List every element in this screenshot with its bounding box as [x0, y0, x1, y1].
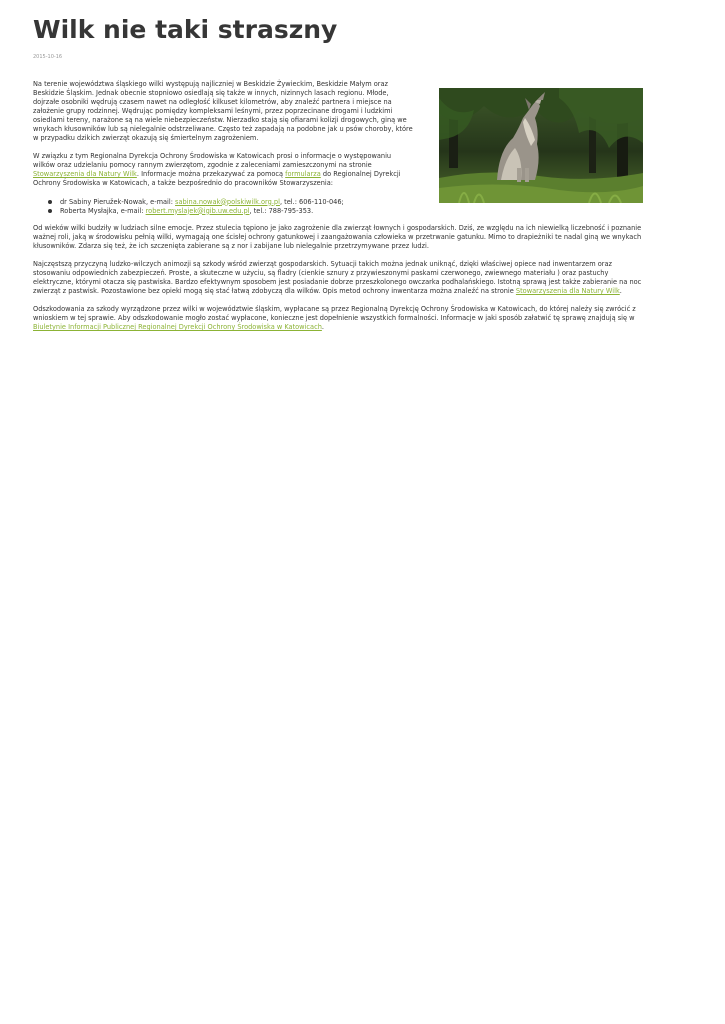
paragraph-request-text-2: . Informacje można przekazywać za pomocą — [136, 170, 286, 179]
article-body — [33, 80, 643, 341]
publish-date: 2015-10-16 — [33, 54, 63, 60]
link-formularz[interactable]: formularza — [285, 170, 321, 179]
wolf-howling-photo-icon — [439, 88, 643, 203]
contact-phone: , tel.: 606-110-046; — [279, 197, 344, 206]
contact-name: Roberta Mysłajka, e-mail: — [60, 206, 146, 215]
paragraph-compensation-text: Odszkodowania za szkody wyrządzone przez wilki w województwie śląskim, wypłacane są przez Regionalną Dyrekcję Ochrony Środowiska w Katowicach, do której należy się zwrócić z wnioskiem w tej sprawie. Aby odszkodowanie mogło zostać wypłacone, konieczne jest dopełnienie wszystkich formalności. Informacje w jaki sposób załatwić tę sprawę znajdują się w — [33, 304, 636, 322]
paragraph-protection-text: Najczęstszą przyczyną ludzko-wilczych animozji są szkody wśród zwierząt gospodarskich. Sytuacji takich można jednak uniknąć, dzięki właściwej opiece nad inwentarzem oraz stosowaniu odpowiednich zabezpieczeń. Proste, a skuteczne w użyciu, są fladry (cienkie sznury z przywieszonymi paskami czerwonego, zwiewnego materiału ) oraz pastuchy elektryczne, którymi otacza się pastwiska. Bardzo efektywnym sposobem jest posiadanie dobrze przeszkolonego owczarka podhalańskiego. Istotną sprawą jest także zabieranie na noc zwierząt z pastwisk. Pozostawione bez opieki mogą się stać łatwą zdobyczą dla wilków. Opis metod ochrony inwentarza można znaleźć na stronie — [33, 259, 642, 295]
list-item — [48, 207, 643, 216]
link-stowarzyszenie-wilk-2[interactable]: Stowarzyszenia dla Natury Wilk — [515, 286, 620, 295]
page-title: Wilk nie taki straszny — [33, 15, 338, 44]
link-bip-rdos[interactable]: Biuletynie Informacji Publicznej Regionalnej Dyrekcji Ochrony Środowiska w Katowicach — [33, 323, 322, 332]
paragraph-intro: Na terenie województwa śląskiego wilki występują najliczniej w Beskidzie Żywieckim, Beskidzie Małym oraz Beskidzie Śląskim. Jednak obecnie stopniowo osiedlają się także w innych, nizinnych lasach regionu. Młode, dojrzałe osobniki wędrują czasem nawet na odległość kilkuset kilometrów, aby znaleźć partnera i miejsce na założenie grupy rodzinnej. Wędrując pomiędzy kompleksami leśnymi, przez poprzecinane drogami i ludzkimi osiedlami tereny, narażone są na wiele niebezpieczeństw. Nierzadko stają się ofiarami kolizji drogowych, giną we wnykach kłusowników lub są nielegalnie odstrzeliwane. Często też zapadają na podobne jak u psów choroby, które w przypadku dzikich zwierząt okazują się śmiertelnym zagrożeniem. — [33, 80, 413, 143]
paragraph-compensation — [33, 305, 643, 332]
contact-name: dr Sabiny Pieružek-Nowak, e-mail: — [60, 197, 176, 206]
paragraph-request-text-1: W związku z tym Regionalna Dyrekcja Ochrony Środowiska w Katowicach prosi o informacje o występowaniu wilków oraz udzielaniu pomocy rannym zwierzętom, zgodnie z zaleceniami zamieszczonymi na stronie — [33, 152, 392, 170]
email-link[interactable]: robert.myslajek@igib.uw.edu.pl — [145, 206, 250, 215]
link-stowarzyszenie-wilk[interactable]: Stowarzyszenia dla Natury Wilk — [33, 170, 137, 179]
paragraph-request-text-3: do Regionalnej Dyrekcji Ochrony Środowiska w Katowicach, a także bezpośrednio do pracowników Stowarzyszenia: — [33, 170, 401, 188]
email-link[interactable]: sabina.nowak@polskiwilk.org.pl — [175, 197, 280, 206]
contact-list — [33, 198, 643, 216]
bullet-icon — [48, 200, 52, 204]
paragraph-protection-end: . — [619, 286, 622, 295]
paragraph-compensation-end: . — [321, 323, 324, 332]
bullet-icon — [48, 209, 52, 213]
paragraph-protection — [33, 260, 643, 296]
contact-phone: , tel.: 788-795-353. — [249, 206, 314, 215]
paragraph-history: Od wieków wilki budziły w ludziach silne emocje. Przez stulecia tępiono je jako zagrożenie dla zwierząt łownych i gospodarskich. Dziś, ze względu na ich niewielką liczebność i poznanie ważnej roli, jaką w środowisku pełnią wilki, wymagają one ścisłej ochrony gatunkowej i zaangażowania człowieka w przetrwanie gatunku. Mimo to drapieżniki te nadal giną we wnykach kłusowników. Zdarza się też, że ich szczenięta zabierane są z nor i zabijane lub nielegalnie przetrzymywane przez ludzi. — [33, 223, 642, 250]
list-item — [48, 198, 643, 207]
